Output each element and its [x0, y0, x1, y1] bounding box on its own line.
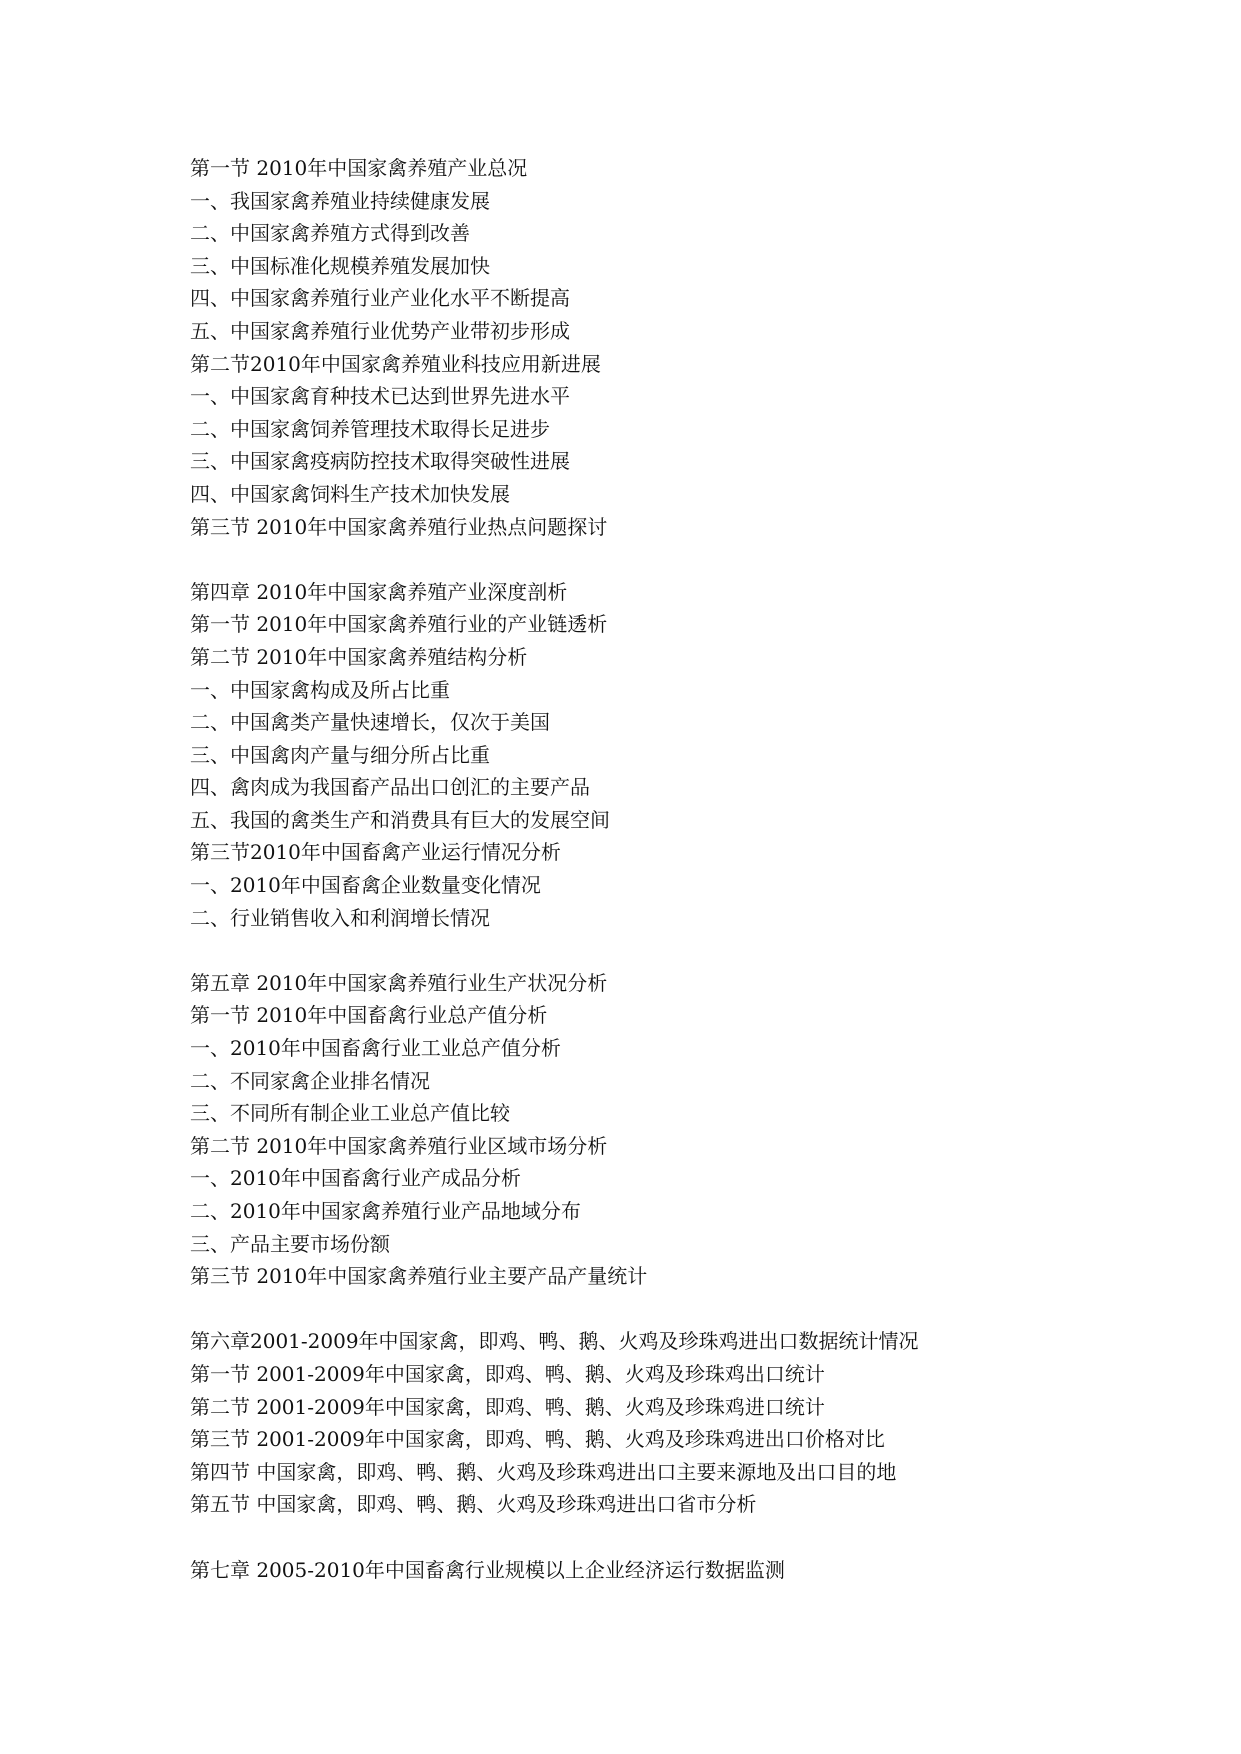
- toc-line: 三、中国家禽疫病防控技术取得突破性进展: [190, 449, 570, 474]
- toc-line: 二、不同家禽企业排名情况: [190, 1068, 430, 1093]
- toc-line: 一、中国家禽育种技术已达到世界先进水平: [190, 384, 570, 409]
- toc-line: 一、2010年中国畜禽行业产成品分析: [190, 1166, 521, 1191]
- toc-line: 第三节 2010年中国家禽养殖行业热点问题探讨: [190, 514, 608, 539]
- toc-line: 第五章 2010年中国家禽养殖行业生产状况分析: [190, 970, 608, 995]
- toc-line: 第三节 2001-2009年中国家禽，即鸡、鸭、鹅、火鸡及珍珠鸡进出口价格对比: [190, 1427, 885, 1452]
- section-spacer: [190, 1293, 1190, 1326]
- toc-line: 五、我国的禽类生产和消费具有巨大的发展空间: [190, 807, 610, 832]
- toc-line: 第三节2010年中国畜禽产业运行情况分析: [190, 840, 561, 865]
- toc-line: 二、中国家禽饲养管理技术取得长足进步: [190, 416, 550, 441]
- toc-line: 第二节 2001-2009年中国家禽，即鸡、鸭、鹅、火鸡及珍珠鸡进口统计: [190, 1394, 825, 1419]
- toc-line: 一、中国家禽构成及所占比重: [190, 677, 450, 702]
- toc-line: 三、不同所有制企业工业总产值比较: [190, 1101, 510, 1126]
- toc-line: 第二节 2010年中国家禽养殖行业区域市场分析: [190, 1133, 608, 1158]
- toc-line: 二、中国禽类产量快速增长，仅次于美国: [190, 710, 550, 735]
- toc-line: 三、中国标准化规模养殖发展加快: [190, 253, 490, 278]
- toc-line: 四、中国家禽养殖行业产业化水平不断提高: [190, 286, 570, 311]
- toc-line: 第二节2010年中国家禽养殖业科技应用新进展: [190, 351, 601, 376]
- toc-line: 第三节 2010年中国家禽养殖行业主要产品产量统计: [190, 1264, 648, 1289]
- toc-line: 二、行业销售收入和利润增长情况: [190, 905, 490, 930]
- section-spacer: [190, 934, 1190, 967]
- toc-line: 第四章 2010年中国家禽养殖产业深度剖析: [190, 579, 568, 604]
- toc-line: 第一节 2001-2009年中国家禽，即鸡、鸭、鹅、火鸡及珍珠鸡出口统计: [190, 1361, 825, 1386]
- section-spacer: [190, 1521, 1190, 1554]
- toc-line: 四、中国家禽饲料生产技术加快发展: [190, 481, 510, 506]
- toc-line: 一、我国家禽养殖业持续健康发展: [190, 188, 490, 213]
- toc-line: 第七章 2005-2010年中国畜禽行业规模以上企业经济运行数据监测: [190, 1557, 785, 1582]
- toc-line: 一、2010年中国畜禽行业工业总产值分析: [190, 1036, 561, 1061]
- toc-line: 二、中国家禽养殖方式得到改善: [190, 221, 470, 246]
- toc-line: 第一节 2010年中国家禽养殖产业总况: [190, 156, 528, 180]
- table-of-contents: [190, 152, 1190, 1586]
- toc-line: 三、产品主要市场份额: [190, 1231, 390, 1256]
- toc-line: 二、2010年中国家禽养殖行业产品地域分布: [190, 1199, 581, 1223]
- toc-line: 第六章2001-2009年中国家禽，即鸡、鸭、鹅、火鸡及珍珠鸡进出口数据统计情况: [190, 1329, 919, 1354]
- toc-line: 一、2010年中国畜禽企业数量变化情况: [190, 873, 541, 898]
- toc-line: 第二节 2010年中国家禽养殖结构分析: [190, 644, 528, 669]
- toc-line: 第四节 中国家禽，即鸡、鸭、鹅、火鸡及珍珠鸡进出口主要来源地及出口目的地: [190, 1459, 897, 1484]
- toc-line: 五、中国家禽养殖行业优势产业带初步形成: [190, 318, 570, 343]
- toc-line: 第一节 2010年中国家禽养殖行业的产业链透析: [190, 612, 608, 637]
- toc-line: 四、禽肉成为我国畜产品出口创汇的主要产品: [190, 775, 590, 800]
- toc-line: 三、中国禽肉产量与细分所占比重: [190, 742, 490, 767]
- section-spacer: [190, 543, 1190, 576]
- toc-line: 第一节 2010年中国畜禽行业总产值分析: [190, 1003, 548, 1028]
- toc-line: 第五节 中国家禽，即鸡、鸭、鹅、火鸡及珍珠鸡进出口省市分析: [190, 1492, 757, 1517]
